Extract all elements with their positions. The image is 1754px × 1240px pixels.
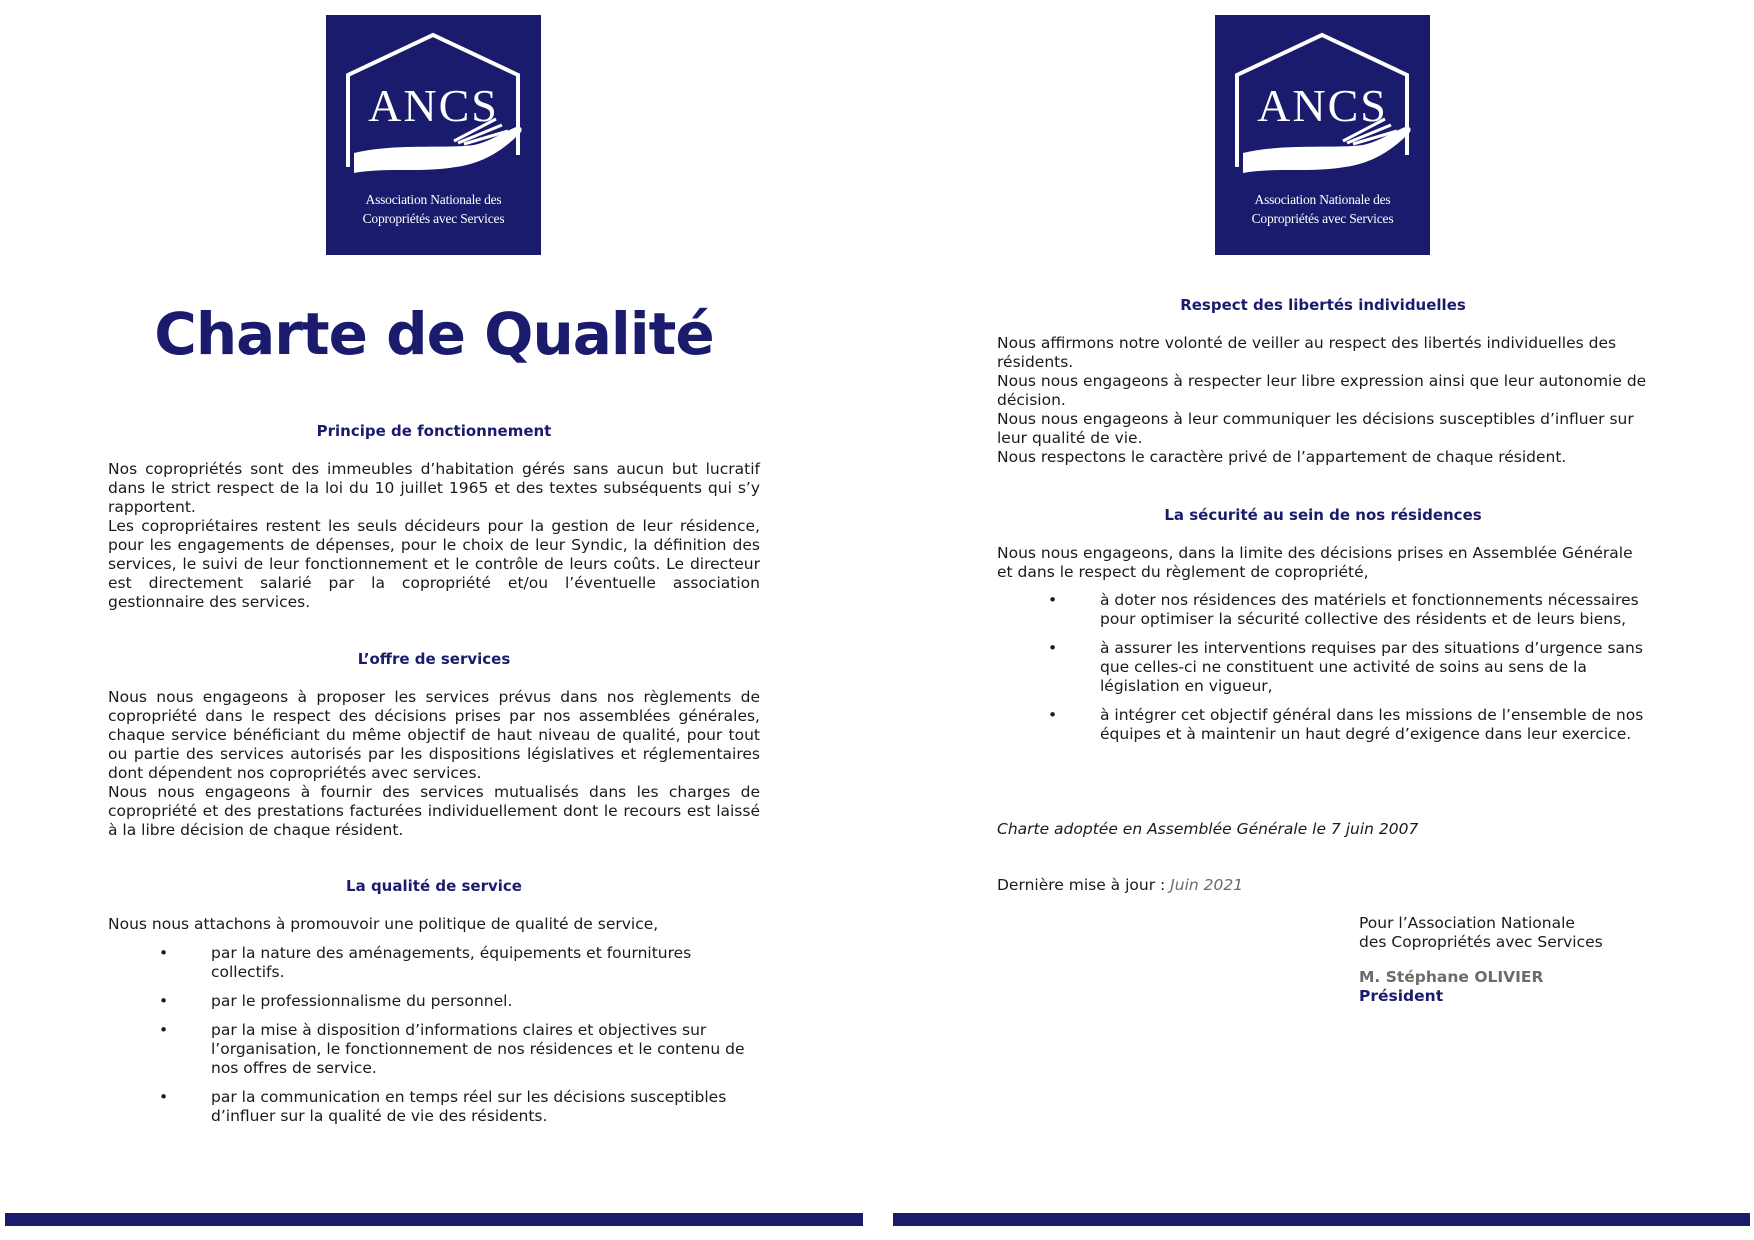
section-heading-qualite: La qualité de service — [346, 877, 522, 895]
section-heading-securite: La sécurité au sein de nos résidences — [1164, 506, 1482, 524]
footer-bar-right — [893, 1213, 1750, 1226]
bullet-icon: • — [159, 944, 169, 962]
page-title: Charte de Qualité — [154, 300, 714, 368]
list-item: • à assurer les interventions requises par des situations d’urgence sans que celles-ci ne constituent une activité de soins au sens de la législation en vigueur, — [1048, 639, 1643, 695]
bullet-icon: • — [1048, 706, 1058, 724]
paragraph: Nous nous engageons à proposer les services prévus dans nos règlements de copropriété dans le respect des décisions prises par nos assemblées générales, chaque service bénéficiant du même objectif de haut niveau de qualité, pour tout ou partie des services autorisés par les dispositions législatives et réglementaires dont dépendent nos copropriétés avec services. — [108, 688, 760, 782]
section-qualite-intro: Nous nous attachons à promouvoir une politique de qualité de service, — [108, 915, 659, 933]
qualite-bullet-list — [159, 944, 751, 1126]
list-item: • par la mise à disposition d’informations claires et objectives sur l’organisation, le fonctionnement de nos résidences et le contenu de nos offres de service. — [159, 1021, 745, 1077]
logo-line-2: Copropriétés avec Services — [362, 211, 505, 226]
signature-line-2: des Copropriétés avec Services — [1359, 933, 1603, 951]
paragraph: Nous nous engageons à leur communiquer les décisions susceptibles d’influer sur leur qualité de vie. — [997, 410, 1634, 447]
section-principe-body — [108, 460, 760, 612]
logo-line-2: Copropriétés avec Services — [1251, 211, 1394, 226]
section-offre-body — [108, 688, 760, 840]
section-heading-principe: Principe de fonctionnement — [316, 422, 552, 440]
paragraph: Nous nous engageons à fournir des services mutualisés dans les charges de copropriété et des prestations facturées individuellement dont le recours est laissé à la libre décision de chaque résident. — [108, 783, 760, 839]
section-securite-intro: Nous nous engageons, dans la limite des décisions prises en Assemblée Générale et dans le respect du règlement de copropriété, — [997, 544, 1633, 581]
list-item: • à doter nos résidences des matériels et fonctionnements nécessaires pour optimiser la sécurité collective des résidents et de leurs biens, — [1048, 591, 1639, 628]
signature-block — [1359, 914, 1603, 1006]
logo-acronym: ANCS — [1257, 80, 1388, 131]
list-item: • par la communication en temps réel sur les décisions susceptibles d’influer sur la qualité de vie des résidents. — [159, 1088, 727, 1125]
bullet-icon: • — [159, 1088, 169, 1106]
ancs-logo-right — [1215, 15, 1430, 255]
paragraph: Nos copropriétés sont des immeubles d’habitation gérés sans aucun but lucratif dans le strict respect de la loi du 10 juillet 1965 et des textes subséquents qui s’y rapportent. — [108, 460, 760, 516]
ancs-logo — [326, 15, 541, 255]
signatory-role: Président — [1359, 987, 1444, 1005]
list-item: • par le professionnalisme du personnel. — [159, 992, 513, 1010]
section-heading-libertes: Respect des libertés individuelles — [1180, 296, 1466, 314]
securite-bullet-list — [1048, 591, 1645, 744]
logo-line-1: Association Nationale des — [1254, 192, 1391, 207]
section-libertes-body — [997, 334, 1649, 467]
bullet-icon: • — [159, 1021, 169, 1039]
paragraph: Nous respectons le caractère privé de l’appartement de chaque résident. — [997, 448, 1567, 466]
update-value: Juin 2021 — [1170, 876, 1244, 894]
paragraph: Nous nous engageons à respecter leur libre expression ainsi que leur autonomie de décision. — [997, 372, 1647, 409]
signature-line-1: Pour l’Association Nationale — [1359, 914, 1575, 932]
bullet-icon: • — [1048, 591, 1058, 609]
list-item: • par la nature des aménagements, équipements et fournitures collectifs. — [159, 944, 692, 981]
adoption-note: Charte adoptée en Assemblée Générale le 7 juin 2007 — [997, 820, 1419, 838]
paragraph: Nous affirmons notre volonté de veiller au respect des libertés individuelles des résidents. — [997, 334, 1617, 371]
bullet-icon: • — [159, 992, 169, 1010]
bullet-icon: • — [1048, 639, 1058, 657]
logo-acronym: ANCS — [368, 80, 499, 131]
logo-line-1: Association Nationale des — [365, 192, 502, 207]
update-line — [997, 876, 1243, 895]
footer-bar-left — [5, 1213, 863, 1226]
section-heading-offre: L’offre de services — [357, 650, 511, 668]
paragraph: Les copropriétaires restent les seuls décideurs pour la gestion de leur résidence, pour les engagements de dépenses, pour le choix de leur Syndic, la définition des services, le suivi de leur fonctionnement et le contrôle de leurs coûts. Le directeur est directement salarié par la copropriété et/ou l’éventuelle association gestionnaire des services. — [108, 517, 760, 611]
update-label: Dernière mise à jour : — [997, 876, 1171, 894]
signatory-name: M. Stéphane OLIVIER — [1359, 968, 1544, 986]
list-item: • à intégrer cet objectif général dans les missions de l’ensemble de nos équipes et à maintenir un haut degré d’exigence dans leur exercice. — [1048, 706, 1644, 743]
